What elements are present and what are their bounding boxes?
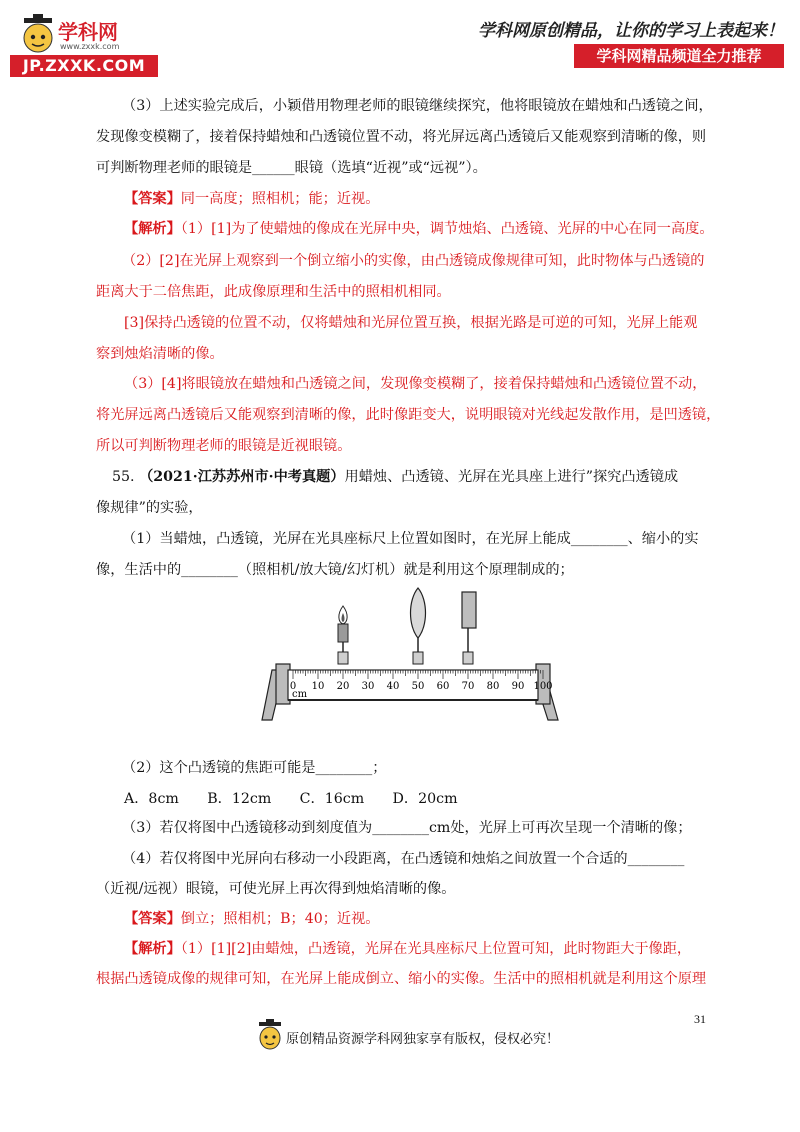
logo-banner: JP.ZXXK.COM [10,55,158,77]
q55-number: 55. [112,469,135,485]
footer-copyright: 原创精品资源学科网独家享有版权，侵权必究！ [286,1032,560,1047]
scale-tick-label: 30 [361,681,375,692]
analysis2-label: 【解析】 [124,941,181,957]
q55-line1 [112,467,678,487]
candle-body [338,624,348,642]
analysis1-line7: 将光屏远离凸透镜后又能观察到清晰的像，此时像距变大，说明眼镜对光线起发散作用，是凹透镜， [96,407,721,423]
scale-unit: cm [292,689,308,700]
q55-part1-line1: （1）当蜡烛，凸透镜，光屏在光具座标尺上位置如图时，在光屏上能成________、缩小的实 [122,531,699,547]
q55-source: （2021·江苏苏州市·中考真题） [139,469,345,485]
candle [338,606,348,664]
answer2-label: 【答案】 [124,911,181,927]
answer2-row [124,909,380,929]
q55-part2: （2）这个凸透镜的焦距可能是________； [122,760,387,776]
analysis2-line2: 根据凸透镜成像的规律可知，在光屏上能成倒立、缩小的实像。生活中的照相机就是利用这个原理 [96,971,707,987]
light-screen [462,592,476,664]
analysis1-line3: 距离大于二倍焦距，此成像原理和生活中的照相机相同。 [96,284,451,300]
screen-holder [463,652,473,664]
q55-part3: （3）若仅将图中凸透镜移动到刻度值为________cm处，光屏上可再次呈现一个清晰的像； [122,820,692,836]
q55-line1-text: 用蜡烛、凸透镜、光屏在光具座上进行”探究凸透镜成 [344,469,679,485]
analysis1-line2: （2）[2]在光屏上观察到一个倒立缩小的实像，由凸透镜成像规律可知，此时物体与凸透镜的 [122,253,705,269]
answer2-text: 倒立；照相机；B；40；近视。 [180,911,380,927]
optical-bench-figure [260,586,560,726]
scale-tick-label: 20 [336,681,350,692]
logo-subtitle: www.zxxk.com [60,42,120,51]
candle-holder [338,652,348,664]
scale-tick-label: 50 [411,681,425,692]
analysis1-line8: 所以可判断物理老师的眼镜是近视眼镜。 [96,438,352,454]
analysis1-line6: （3）[4]将眼镜放在蜡烛和凸透镜之间，发现像变模糊了，接着保持蜡烛和凸透镜位置不动， [124,376,707,392]
scale-tick-label: 60 [436,681,450,692]
scale-tick-label: 0 [289,681,297,692]
logo-title: 学科网 [58,20,118,44]
q3-line3: 可判断物理老师的眼镜是______眼镜（选填“近视”或“远视”）。 [96,160,487,176]
answer1-text: 同一高度；照相机；能；近视。 [180,191,380,207]
header-banner: 学科网精品频道全力推荐 [574,44,784,68]
answer1-label: 【答案】 [124,191,181,207]
header-slogan: 学科网原创精品，让你的学习上表起来！ [478,21,784,41]
mascot-icon [18,12,58,54]
page-number: 31 [694,1012,706,1026]
q3-line1: （3）上述实验完成后，小颖借用物理老师的眼镜继续探究，他将眼镜放在蜡烛和凸透镜之间， [122,98,713,114]
lens-holder [413,652,423,664]
analysis1-line1: （1）[1]为了使蜡烛的像成在光屏中央，调节烛焰、凸透镜、光屏的中心在同一高度。 [180,221,714,237]
scale-tick-label: 70 [461,681,475,692]
screen-panel [462,592,476,628]
scale-tick-label: 90 [511,681,525,692]
q55-part4-line1: （4）若仅将图中光屏向右移动一小段距离，在凸透镜和烛焰之间放置一个合适的________ [122,851,685,867]
analysis1-row1 [124,219,714,239]
scale-tick-label: 40 [386,681,400,692]
analysis1-line4: [3]保持凸透镜的位置不动，仅将蜡烛和光屏位置互换，根据光路是可逆的可知，光屏上能观 [124,315,698,331]
scale-tick-label: 80 [486,681,500,692]
q3-line2: 发现像变模糊了，接着保持蜡烛和凸透镜位置不动，将光屏远离凸透镜后又能观察到清晰的像，则 [96,129,707,145]
scale-tick-label: 100 [533,681,553,692]
lens-shape [411,588,426,638]
mascot-icon [256,1018,284,1052]
analysis1-label: 【解析】 [124,221,181,237]
q55-part1-line2: 像，生活中的________（照相机/放大镜/幻灯机）就是利用这个原理制成的； [96,562,574,578]
convex-lens [411,588,426,664]
analysis1-line5: 察到烛焰清晰的像。 [96,346,224,362]
analysis2-line1: （1）[1][2]由蜡烛，凸透镜，光屏在光具座标尺上位置可知，此时物距大于像距， [180,941,692,957]
q55-options: A．8cm B．12cm C．16cm D．20cm [124,791,458,807]
site-logo [10,8,160,78]
answer1-row [124,189,379,209]
q55-line2: 像规律”的实验， [96,500,203,516]
q55-part4-line2: （近视/远视）眼镜，可使光屏上再次得到烛焰清晰的像。 [96,881,456,897]
scale-tick-label: 10 [311,681,325,692]
analysis2-row1 [124,939,691,959]
